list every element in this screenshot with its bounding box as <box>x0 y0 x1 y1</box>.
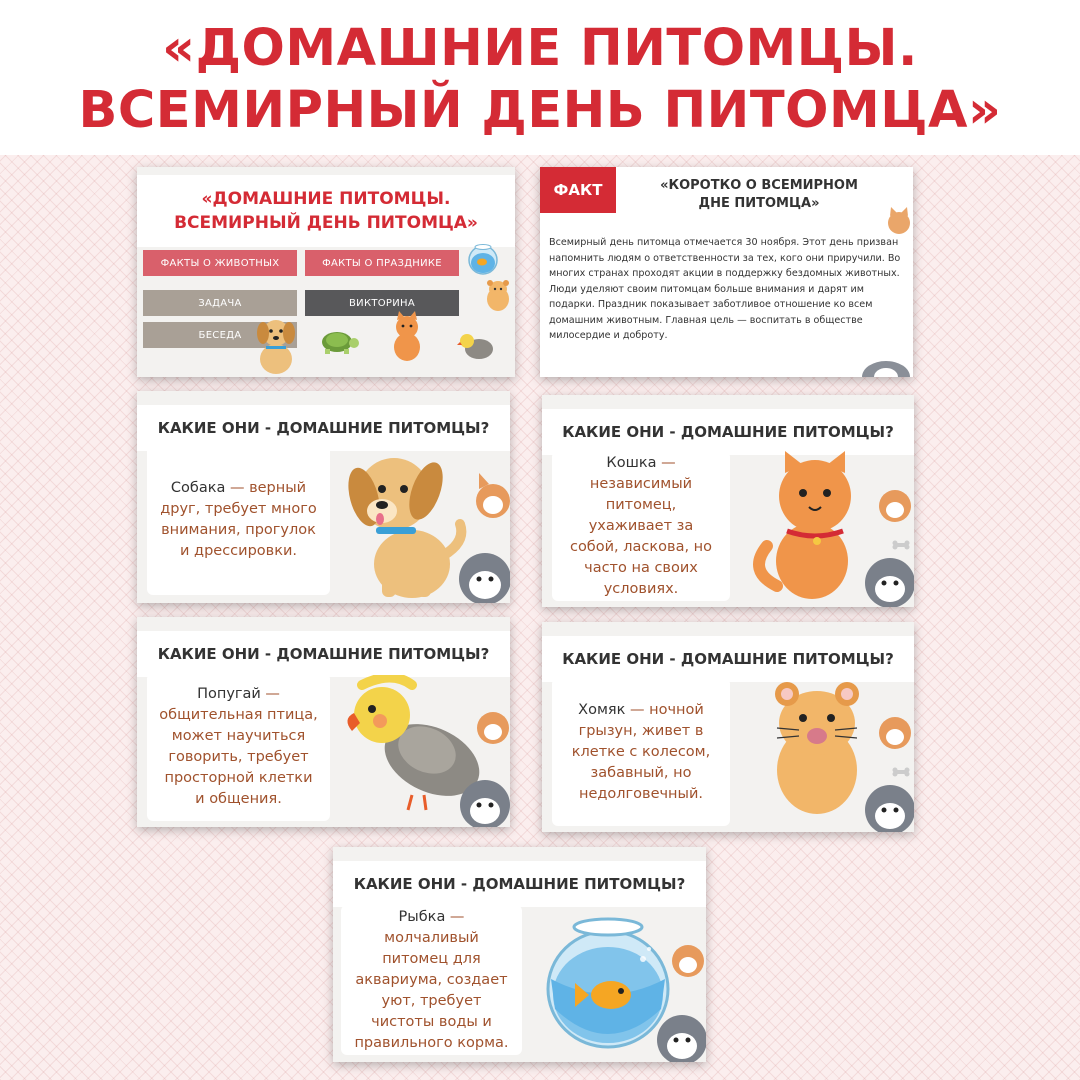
husky-icon <box>447 767 510 827</box>
fish-name: Рыбка <box>398 908 446 925</box>
facts-holiday-button[interactable]: ФАКТЫ О ПРАЗДНИКЕ <box>305 250 459 276</box>
cat-icon <box>885 207 913 235</box>
slide-header: КАКИЕ ОНИ - ДОМАШНИЕ ПИТОМЦЫ? <box>542 409 914 455</box>
fact-text: Всемирный день питомца отмечается 30 ноября. Этот день призван напомнить людям о ответственности за тех, кого они приручили. Во многих странах проходят акции в поддержку бездомных животных. Люди уделяют своим питомцам больше внимания и дарят им подарки. Праздник показывает заботливое отношение ко всем домашним животным. Главная цель — воспитать в обществе милосердие и доброту. <box>549 237 901 341</box>
husky-icon <box>860 355 912 377</box>
cat-icon <box>467 473 510 523</box>
facts-animals-button[interactable]: ФАКТЫ О ЖИВОТНЫХ <box>143 250 297 276</box>
slide-header: КАКИЕ ОНИ - ДОМАШНИЕ ПИТОМЦЫ? <box>333 861 706 907</box>
bone-icon <box>892 767 910 777</box>
task-button[interactable]: ЗАДАЧА <box>143 290 297 316</box>
hamster-slide[interactable] <box>542 622 914 832</box>
dog-slide[interactable] <box>137 391 510 603</box>
fact-title: «КОРОТКО О ВСЕМИРНОМ ДНЕ ПИТОМЦА» <box>660 178 858 211</box>
cat-desc-text: — независимый питомец, ухаживает за собой, ласкова, но часто на своих условиях. <box>569 454 713 597</box>
dog-desc-text: — верный друг, требует много внимания, прогулок и дрессировки. <box>160 480 317 559</box>
talk-button[interactable]: БЕСЕДА <box>143 322 297 348</box>
bird-icon <box>457 331 497 363</box>
fact-slide[interactable] <box>540 167 913 377</box>
cover-title: «ДОМАШНИЕ ПИТОМЦЫ. ВСЕМИРНЫЙ ДЕНЬ ПИТОМЦА» <box>174 189 478 233</box>
dog-description <box>147 445 330 595</box>
parrot-description <box>147 673 330 821</box>
husky-icon <box>854 772 914 832</box>
cat-slide[interactable] <box>542 395 914 607</box>
fish-desc-text: — молчаливый питомец для аквариума, создает уют, требует чистоты воды и правильного корма. <box>354 908 509 1051</box>
husky-icon <box>645 1002 706 1062</box>
cat-icon <box>467 702 510 747</box>
husky-icon <box>447 541 510 603</box>
parrot-name: Попугай <box>197 686 261 702</box>
fishbowl-icon <box>467 241 499 275</box>
slide-header: КАКИЕ ОНИ - ДОМАШНИЕ ПИТОМЦЫ? <box>137 405 510 451</box>
cat-icon <box>867 480 914 525</box>
hamster-icon <box>767 678 867 818</box>
cat-icon <box>661 935 706 980</box>
fact-badge: ФАКТ <box>540 167 616 213</box>
parrot-slide[interactable] <box>137 617 510 827</box>
turtle-icon <box>317 327 361 355</box>
cat-icon <box>867 707 914 752</box>
hamster-name: Хомяк <box>578 701 626 718</box>
bone-icon <box>892 540 910 550</box>
cover-slide[interactable] <box>137 167 515 377</box>
page-title: «ДОМАШНИЕ ПИТОМЦЫ. ВСЕМИРНЫЙ ДЕНЬ ПИТОМЦА» <box>78 19 1002 140</box>
fish-description <box>341 905 522 1055</box>
hamster-desc-text: — ночной грызун, живет в клетке с колесом, забавный, но недолговечный. <box>571 701 711 802</box>
slide-header: КАКИЕ ОНИ - ДОМАШНИЕ ПИТОМЦЫ? <box>137 631 510 677</box>
cat-icon <box>387 311 427 363</box>
dog-name: Собака <box>170 480 226 496</box>
cat-description <box>552 451 730 601</box>
dog-icon <box>251 313 301 375</box>
quiz-button[interactable]: ВИКТОРИНА <box>305 290 459 316</box>
hamster-icon <box>485 279 511 311</box>
fish-slide[interactable] <box>333 847 706 1062</box>
slide-header: КАКИЕ ОНИ - ДОМАШНИЕ ПИТОМЦЫ? <box>542 636 914 682</box>
cat-name: Кошка <box>606 454 657 471</box>
hamster-description <box>552 678 730 826</box>
parrot-desc-text: — общительная птица, может научиться говорить, требует просторной клетки и общения. <box>159 686 318 807</box>
husky-icon <box>854 545 914 607</box>
